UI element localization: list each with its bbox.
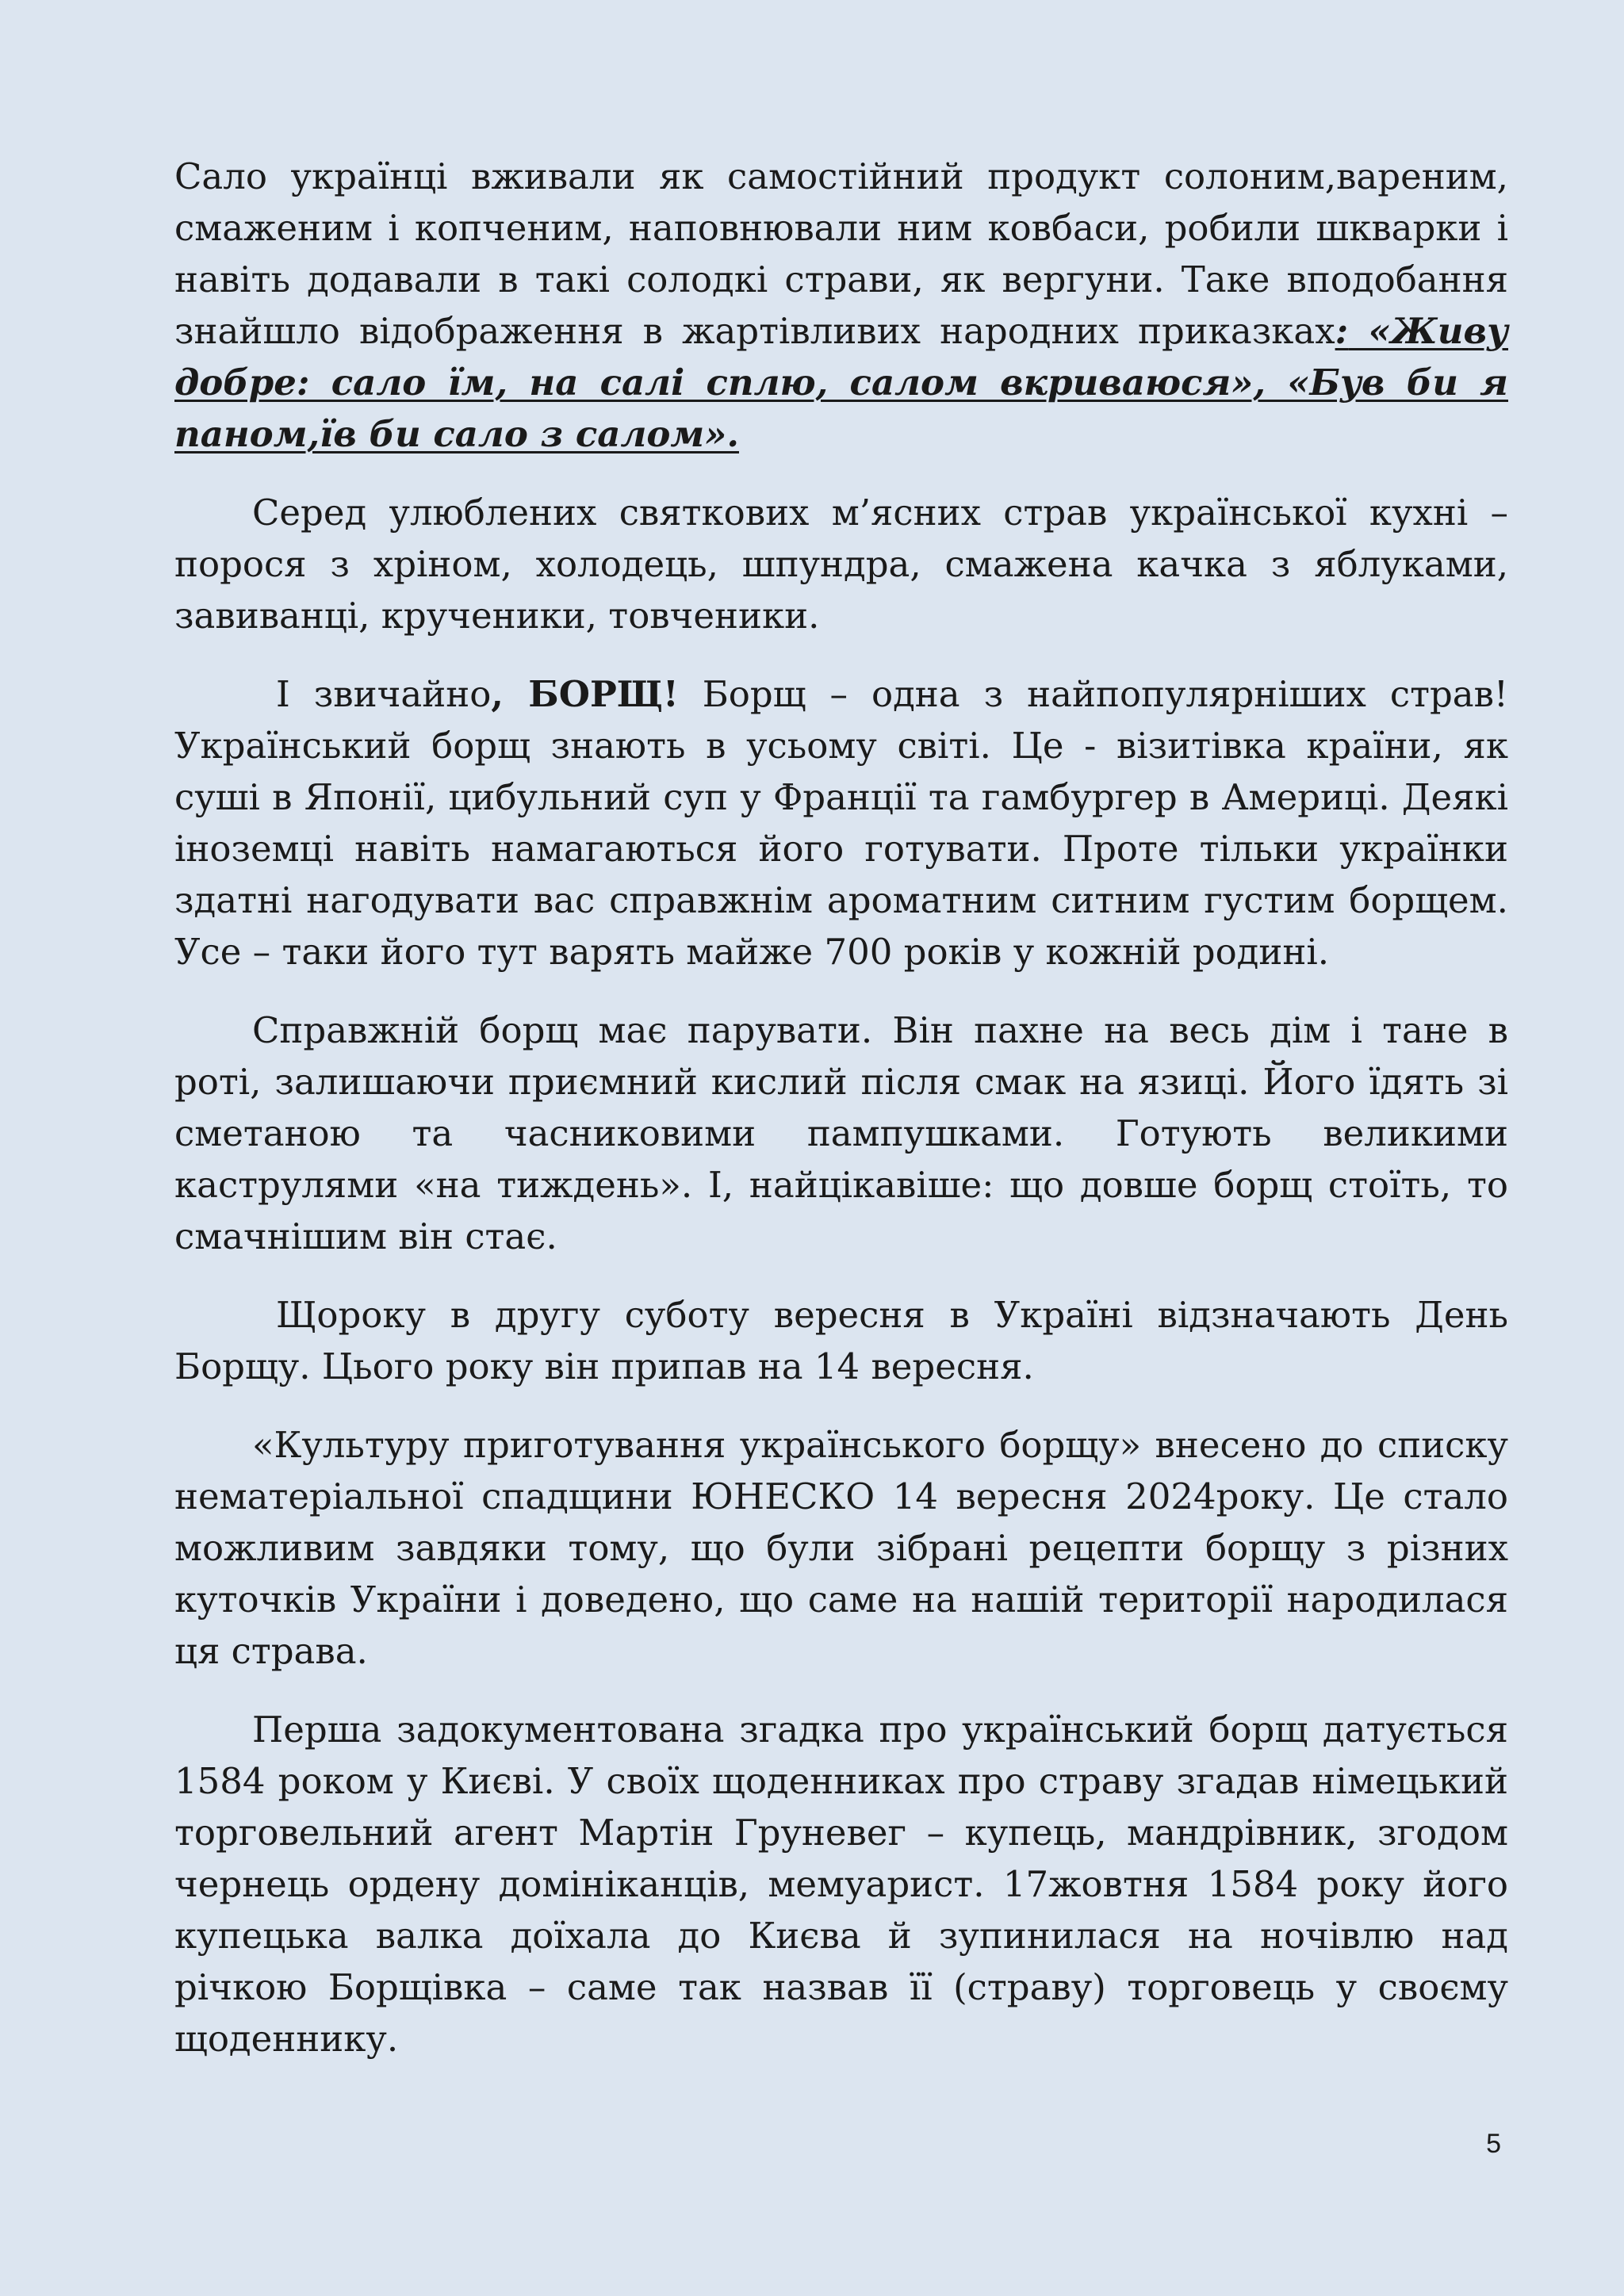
- paragraph-first-mention: [174, 1704, 1508, 2064]
- paragraph-salo-text: Сало українці вживали як самостійний продукт солоним,вареним, смаженим і копченим, наповнювали ним ковбаси, робили шкварки і навіть додавали в такі солодкі страви, як вергуни. Таке вподобання знайшло відображення в жартівливих народних приказках: [174, 155, 1508, 352]
- paragraph-borshch-text: Борщ – одна з найпопулярніших страв! Український борщ знають в усьому світі. Це - візитівка країни, як суші в Японії, цибульний суп у Франції та гамбургер в Америці. Деякі іноземці навіть намагаються його готувати. Проте тільки українки здатні нагодувати вас справжнім ароматним ситним густим борщем. Усе – таки його тут варять майже 700 років у кожній родині.: [174, 673, 1509, 973]
- paragraph-real-borshch: [174, 1004, 1508, 1262]
- paragraph-salo-colon: :: [1335, 310, 1349, 352]
- page-number: 5: [1486, 2129, 1501, 2159]
- borshch-heading-bold: , БОРЩ!: [491, 673, 679, 715]
- document-page: [174, 151, 1508, 2091]
- paragraph-borshch-day: [174, 1289, 1508, 1392]
- paragraph-festive-dishes-text: Серед улюблених святкових м’ясних страв української кухні – порося з хріном, холодець, шпундра, смажена качка з яблуками, завиванці, крученики, товченики.: [174, 492, 1508, 637]
- paragraph-borshch-lead: І звичайно: [276, 673, 492, 715]
- paragraph-festive-dishes: [174, 487, 1508, 641]
- paragraph-unesco: [174, 1419, 1508, 1677]
- paragraph-first-mention-text: Перша задокументована згадка про український борщ датується 1584 роком у Києві. У своїх щоденниках про страву згадав німецький торговельний агент Мартін Груневег – купець, мандрівник, згодом чернець ордену домініканців, мемуарист. 17жовтня 1584 року його купецька валка доїхала до Києва й зупинилася на ночівлю над річкою Борщівка – саме так назвав її (страву) торговець у своєму щоденнику.: [174, 1709, 1508, 2060]
- paragraph-borshch-day-text: Щороку в другу суботу вересня в Україні відзначають День Борщу. Цього року він припав на 14 вересня.: [174, 1294, 1508, 1387]
- paragraph-real-borshch-text: Справжній борщ має парувати. Він пахне на весь дім і тане в роті, залишаючи приємний кислий після смак на язиці. Його їдять зі сметаною та часниковими пампушками. Готують великими каструлями «на тиждень». І, найцікавіше: що довше борщ стоїть, то смачнішим він стає.: [174, 1009, 1508, 1257]
- paragraph-salo: [174, 151, 1508, 460]
- folk-sayings-quote: «Живу добре: сало їм, на салі сплю, салом вкриваюся», «Був би я паном,їв би сало з салом».: [174, 310, 1508, 455]
- paragraph-borshch-intro: [174, 668, 1508, 978]
- paragraph-unesco-text: «Культуру приготування українського борщу» внесено до списку нематеріальної спадщини ЮНЕСКО 14 вересня 2024року. Це стало можливим завдяки тому, що були зібрані рецепти борщу з різних куточків України і доведено, що саме на нашій території народилася ця страва.: [174, 1424, 1508, 1672]
